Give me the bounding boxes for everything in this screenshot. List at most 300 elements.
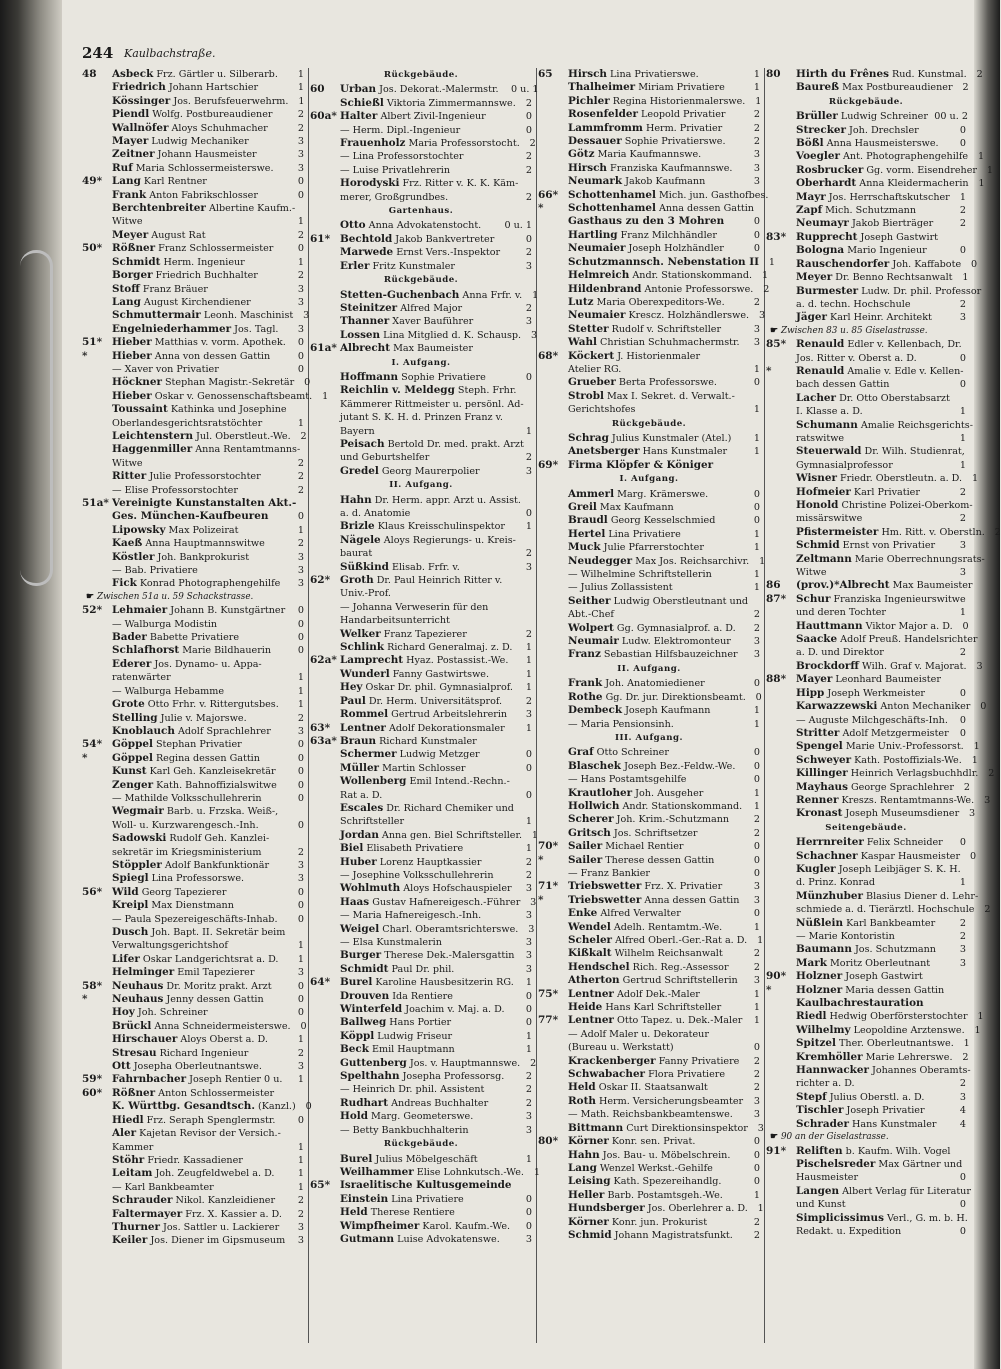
resident-occupation: Therese Dek.-Malersgattin	[381, 950, 515, 962]
resident-text	[112, 484, 288, 497]
resident-occupation: I. Klasse a. D.	[796, 406, 863, 418]
resident-text	[568, 215, 744, 228]
resident-text	[568, 403, 744, 416]
resident-text	[568, 528, 744, 541]
resident-name: Piendl	[112, 108, 150, 121]
resident-occupation: Maria dessen Gattin	[842, 984, 945, 996]
resident-occupation: Anton Mechaniker	[877, 701, 971, 713]
floor-number: 3	[753, 894, 760, 906]
resident-text	[340, 856, 516, 869]
resident-text	[796, 1091, 950, 1104]
resident-text	[796, 1051, 953, 1064]
resident-name: Strecker	[796, 123, 846, 136]
floor-number: 00 u. 2	[934, 111, 968, 123]
resident-entry	[310, 547, 532, 560]
resident-entry	[82, 175, 304, 188]
resident-entry	[82, 1019, 307, 1033]
resident-occupation: — Auguste Milchgeschäfts-Inh.	[796, 714, 948, 726]
resident-text	[112, 872, 288, 885]
resident-name: Bößl	[796, 137, 824, 150]
resident-name: Zeitner	[112, 148, 155, 161]
resident-entry	[82, 1033, 304, 1046]
resident-name: Mayer	[796, 673, 833, 686]
floor-number: 1	[959, 877, 966, 889]
floor-number: 0	[297, 779, 304, 791]
resident-text	[340, 722, 516, 735]
resident-text	[340, 587, 516, 600]
resident-entry	[766, 418, 973, 432]
resident-text	[340, 1166, 524, 1179]
resident-name: Triebswetter	[568, 893, 642, 906]
resident-name: Schießl	[340, 96, 384, 109]
resident-text	[568, 608, 744, 621]
floor-number: 0	[297, 189, 304, 201]
resident-occupation: — Xaver von Privatier	[112, 363, 219, 375]
resident-text	[796, 271, 953, 284]
floor-number: 0	[297, 886, 304, 898]
resident-occupation: Herm. Ingenieur	[160, 256, 245, 268]
floor-number: 3	[525, 561, 532, 573]
resident-name: Bechtold	[340, 232, 393, 245]
section-heading: II. Aufgang.	[617, 663, 681, 674]
resident-name: Brockdorff	[796, 659, 859, 672]
floor-number: 1	[525, 642, 532, 654]
resident-text	[340, 829, 522, 842]
resident-text	[112, 443, 300, 456]
floor-number: 1	[297, 256, 304, 268]
floor-number: 2	[300, 430, 307, 442]
floor-number: 1	[525, 1044, 532, 1056]
resident-text	[112, 671, 288, 684]
resident-text	[340, 329, 521, 342]
resident-occupation: Max Polizeirat	[165, 524, 239, 536]
resident-entry	[538, 554, 766, 568]
resident-occupation: Karol. Kaufm.-We.	[419, 1220, 511, 1232]
resident-occupation: Ernst Vers.-Inspektor	[393, 247, 501, 259]
resident-name: Göppel	[112, 738, 153, 751]
resident-entry	[766, 1050, 969, 1064]
resident-occupation: — Marie Kontoristin	[796, 931, 895, 942]
resident-name: Faltermayer	[112, 1207, 183, 1220]
resident-text	[568, 568, 744, 581]
resident-occupation: Univ.-Prof.	[340, 588, 391, 600]
resident-occupation: Joseph Gastwirt	[842, 971, 923, 983]
resident-text	[340, 411, 516, 424]
resident-entry	[310, 233, 532, 246]
resident-text	[340, 923, 518, 936]
resident-occupation: (Kanzl.)	[254, 1101, 296, 1113]
floor-number: 1	[959, 607, 966, 619]
resident-text	[112, 430, 291, 443]
resident-entry	[538, 528, 760, 541]
floor-number: 0	[297, 739, 304, 751]
resident-text	[112, 1208, 288, 1221]
resident-name: Frank	[568, 677, 603, 690]
resident-occupation: Marg. Krämerswe.	[614, 488, 709, 500]
resident-occupation: — Wilhelmine Schriftstellerin	[568, 569, 712, 581]
resident-name: Höckner	[112, 376, 162, 389]
resident-occupation: a. D. und Direktor	[796, 647, 884, 659]
resident-occupation: Gg. Dr. jur. Direktionsbeamt.	[602, 691, 746, 703]
resident-text	[796, 338, 962, 351]
floor-number: 1	[753, 1015, 760, 1027]
resident-entry	[766, 943, 966, 956]
house-number: 51*	[82, 336, 103, 349]
house-number: *	[82, 349, 88, 362]
resident-text	[340, 1110, 516, 1123]
floor-number: 1	[753, 569, 760, 581]
resident-entry	[766, 150, 985, 163]
resident-entry	[538, 581, 760, 594]
resident-text	[112, 966, 288, 979]
resident-name: Renauld	[796, 364, 845, 377]
resident-text	[568, 1229, 744, 1242]
resident-name: Pischelsreder	[796, 1157, 876, 1170]
resident-text	[568, 1135, 744, 1148]
house-number: 80*	[538, 1135, 559, 1148]
resident-text	[568, 1122, 748, 1135]
resident-text	[340, 398, 524, 411]
resident-occupation: Oskar Landgerichtsrat a. D.	[139, 953, 279, 965]
resident-occupation: Marie Bildhauerin	[179, 645, 272, 657]
resident-occupation: Joh. Bapt. II. Sekretär beim	[148, 927, 286, 938]
resident-occupation: Barb. u. Frzska. Weiß-,	[163, 806, 279, 818]
resident-entry	[538, 390, 760, 403]
resident-text	[112, 108, 288, 121]
resident-occupation: — Johanna Verweserin für den	[340, 601, 489, 613]
resident-name: Zenger	[112, 778, 154, 791]
resident-text	[568, 202, 754, 215]
column-4	[766, 68, 1001, 1348]
resident-text	[112, 685, 288, 698]
resident-text	[796, 727, 950, 740]
resident-name: Schlink	[340, 641, 385, 654]
floor-number: 0	[959, 714, 966, 726]
floor-number: 0	[525, 749, 532, 761]
floor-number: 2	[525, 164, 532, 176]
floor-number: 1	[753, 718, 760, 730]
house-number: *	[538, 853, 544, 866]
resident-name: Schrag	[568, 431, 609, 444]
floor-number: 1	[753, 582, 760, 594]
floor-number: 3	[528, 923, 535, 935]
floor-number: 3	[753, 323, 760, 335]
floor-number: 2	[959, 298, 966, 310]
floor-number: 1	[297, 417, 304, 429]
resident-name: Vereinigte Kunstanstalten Akt.-	[112, 497, 297, 509]
resident-entry	[538, 1055, 760, 1068]
resident-name: Strobl	[568, 389, 604, 402]
floor-number: 1	[974, 1024, 981, 1036]
floor-number: 0	[753, 678, 760, 690]
resident-name: Hannwacker	[796, 1064, 869, 1077]
resident-entry	[310, 1030, 532, 1043]
resident-text	[340, 451, 516, 464]
floor-number: 0	[753, 502, 760, 513]
floor-number: 3	[525, 910, 532, 922]
resident-occupation: — Elise Professorstochter	[112, 484, 238, 496]
resident-text	[568, 1162, 744, 1175]
floor-number: 3	[753, 649, 760, 661]
floor-number: 1	[297, 1034, 304, 1046]
resident-entry	[766, 231, 966, 244]
resident-entry	[538, 961, 760, 974]
resident-occupation: Jos. Dynamo- u. Appa-	[151, 658, 262, 670]
resident-name: Hold	[340, 1110, 368, 1123]
resident-entry	[766, 579, 973, 592]
floor-number: 0	[755, 691, 762, 703]
resident-name: Stoff	[112, 282, 140, 295]
resident-name: Kugler	[796, 862, 836, 875]
section-heading: Gartenhaus.	[388, 206, 454, 217]
resident-occupation: a. d. techn. Hochschule	[796, 298, 911, 310]
resident-entry	[82, 497, 304, 510]
floor-number: 1	[768, 256, 775, 268]
house-number: 61*	[310, 232, 331, 245]
resident-name: Sailer	[568, 853, 603, 866]
resident-text	[568, 459, 744, 472]
resident-entry	[538, 988, 760, 1001]
resident-name: Lammfromm	[568, 121, 643, 134]
resident-text	[340, 438, 524, 451]
resident-entry	[82, 859, 304, 872]
resident-occupation: Joh. Schreiner	[134, 1007, 208, 1019]
resident-occupation: Xaver Bauführer	[389, 316, 474, 328]
floor-number: 3	[297, 1235, 304, 1247]
resident-name: Greil	[568, 501, 597, 513]
resident-occupation: J. Historienmaler	[614, 350, 701, 362]
resident-text	[340, 1097, 516, 1110]
resident-entry	[82, 899, 304, 912]
floor-number: 3	[525, 316, 532, 328]
resident-text	[796, 1064, 971, 1077]
resident-entry	[82, 577, 304, 590]
resident-entry	[82, 242, 304, 255]
resident-occupation: Therese Rentiere	[367, 1207, 455, 1219]
floor-number: 0	[959, 352, 966, 364]
resident-entry	[766, 271, 969, 284]
resident-text	[568, 323, 744, 336]
resident-name: Schachner	[796, 849, 858, 862]
resident-text	[112, 752, 288, 765]
floor-number: 3	[297, 859, 304, 871]
directory-page	[82, 44, 1001, 1354]
house-number: 80	[766, 68, 781, 80]
resident-text	[796, 620, 953, 633]
resident-entry	[538, 1149, 760, 1162]
floor-number: 3	[758, 310, 766, 322]
resident-name: Keiler	[112, 1234, 148, 1247]
resident-entry	[766, 499, 973, 512]
resident-text	[796, 405, 950, 418]
resident-text	[340, 869, 516, 882]
resident-occupation: Matthias v. vorm. Apothek.	[151, 337, 286, 349]
resident-occupation: Franz Tapezierer	[380, 628, 467, 640]
resident-occupation: Joseph Rentier 0 u.	[186, 1074, 283, 1086]
floor-number: 1	[297, 1168, 304, 1180]
resident-text	[112, 390, 312, 403]
floor-number: 0	[525, 371, 532, 383]
resident-name: Schur	[796, 592, 831, 605]
resident-entry	[766, 68, 983, 81]
resident-occupation: Dr. Otto Oberstabsarzt	[836, 392, 950, 404]
resident-text	[568, 1095, 744, 1108]
floor-number: 0	[297, 176, 304, 188]
resident-name: Ritter	[112, 470, 147, 483]
resident-name: Rudhart	[340, 1096, 389, 1109]
floor-number: 2	[753, 122, 760, 134]
resident-entry	[82, 725, 304, 738]
resident-occupation: Franz Milchhändler	[617, 229, 717, 241]
resident-name: Schmid	[796, 539, 840, 552]
resident-name: Hirth du Frênes	[796, 68, 889, 80]
floor-number: 1	[986, 164, 993, 176]
resident-name: Haggenmiller	[112, 443, 193, 456]
resident-name: Ballweg	[340, 1016, 387, 1029]
resident-occupation: und deren Tochter	[796, 607, 886, 619]
resident-name: Lutz	[568, 295, 594, 308]
resident-text	[796, 876, 950, 889]
resident-occupation: missärswitwe	[796, 513, 863, 525]
resident-occupation: — Betty Bankbuchhalterin	[340, 1124, 469, 1136]
floor-number: 0	[753, 908, 760, 920]
resident-occupation: Kreszs. Rentamtmanns-We.	[838, 794, 975, 806]
resident-occupation: Otto Tapez. u. Dek.-Maler	[613, 1015, 743, 1027]
resident-occupation: Jos. Tagl.	[231, 323, 279, 335]
floor-number: 3	[753, 162, 760, 174]
resident-occupation: Nikol. Kanzleidiener	[172, 1195, 276, 1207]
resident-occupation: merer, Großgrundbes.	[340, 191, 449, 203]
resident-occupation: Richard Ingenieur	[156, 1047, 249, 1059]
resident-text	[340, 561, 516, 574]
section-heading: Seitengebäude.	[825, 822, 907, 833]
resident-occupation: sekretär im Kriegsministerium	[112, 846, 262, 858]
floor-number: 0	[753, 774, 760, 786]
resident-text	[112, 899, 288, 912]
resident-occupation: Gustav Hafnereigesch.-Führer	[369, 896, 521, 908]
resident-entry	[82, 846, 304, 859]
resident-text	[112, 644, 288, 657]
resident-name: Urban	[340, 83, 377, 96]
resident-name: Rößner	[112, 242, 156, 255]
resident-text	[112, 631, 288, 644]
resident-text	[568, 867, 744, 880]
floor-number: 1	[977, 1011, 984, 1023]
resident-name: Dessauer	[568, 135, 622, 148]
resident-entry	[766, 659, 983, 673]
resident-occupation: Anna Advokatenstocht.	[365, 220, 482, 232]
resident-name: Hipp	[796, 686, 825, 699]
resident-name: Wahl	[568, 336, 597, 349]
resident-text	[340, 1057, 520, 1070]
floor-number: 0	[304, 377, 311, 389]
resident-occupation: Maria Schlossermeisterswe.	[132, 162, 274, 174]
resident-text	[112, 738, 288, 751]
resident-name: Kißkalt	[568, 947, 612, 960]
resident-text	[112, 175, 288, 188]
resident-entry	[766, 863, 966, 876]
resident-name: Mayr	[796, 190, 826, 203]
resident-name: Frank	[112, 188, 147, 201]
resident-entry	[538, 677, 760, 690]
resident-entry	[538, 363, 760, 376]
resident-occupation: Karl Bankbeamter	[843, 917, 936, 929]
resident-entry	[310, 668, 532, 681]
resident-name: Langen	[796, 1184, 840, 1197]
house-number: *	[538, 202, 544, 215]
resident-occupation: Richard Kunstmaler	[376, 735, 477, 747]
resident-name: Rosbrucker	[796, 163, 864, 176]
resident-text	[340, 668, 516, 681]
resident-entry	[538, 947, 760, 960]
floor-number: 2	[959, 486, 966, 498]
floor-number: 2	[753, 1229, 760, 1241]
resident-text	[568, 1041, 744, 1054]
resident-entry	[538, 1041, 760, 1054]
resident-text	[796, 258, 961, 271]
resident-entry	[766, 984, 966, 997]
floor-number: 3	[297, 162, 304, 174]
resident-name: Otto	[340, 219, 366, 232]
resident-entry	[82, 1114, 304, 1127]
resident-occupation: Regina Historienmalerswe.	[609, 95, 746, 107]
resident-entry	[310, 97, 532, 110]
section-heading: I. Aufgang.	[619, 474, 679, 485]
floor-number: 1	[977, 151, 985, 163]
resident-entry	[82, 135, 304, 148]
floor-number: 2	[297, 846, 304, 858]
floor-number: 0	[297, 819, 304, 831]
resident-name: Erler	[340, 259, 370, 272]
resident-name: Thurner	[112, 1220, 160, 1233]
resident-occupation: — Maria Pensionsinh.	[568, 718, 674, 730]
resident-text	[112, 618, 288, 631]
floor-number: 3	[959, 312, 966, 324]
resident-name: Aler	[112, 1127, 137, 1140]
resident-occupation: Moritz Oberleutnant	[826, 957, 931, 969]
floor-number: 1	[959, 406, 966, 418]
floor-number: 1	[753, 82, 760, 94]
resident-name: Wollenberg	[340, 775, 407, 788]
resident-occupation: Andreas Buchhalter	[388, 1097, 489, 1109]
resident-name: Lehmaier	[112, 604, 168, 617]
resident-text	[112, 1167, 288, 1180]
floor-number: 3	[525, 709, 532, 721]
resident-occupation: Kath. Bahnoffizialswitwe	[153, 779, 277, 791]
floor-number: 3	[959, 957, 966, 969]
resident-text	[568, 148, 744, 161]
resident-entry	[766, 217, 966, 230]
resident-entry	[82, 202, 304, 215]
resident-entry	[82, 618, 304, 631]
resident-occupation: Max Baumeister	[390, 343, 473, 355]
resident-name: Hoy	[112, 1006, 135, 1019]
resident-occupation: Bayern	[340, 425, 375, 437]
resident-name: Baumann	[796, 943, 852, 956]
resident-occupation: August Kirchendiener	[140, 296, 251, 308]
floor-number: 1	[753, 988, 760, 1000]
resident-occupation: Oberlandesgerichtsratstöchter	[112, 417, 263, 429]
resident-text	[568, 827, 744, 840]
resident-text	[112, 604, 288, 617]
resident-text	[796, 606, 950, 619]
resident-text	[340, 949, 516, 962]
resident-entry	[310, 534, 532, 547]
resident-entry	[538, 773, 760, 786]
resident-occupation: Jos. Oberlehrer a. D.	[644, 1203, 748, 1215]
resident-entry	[82, 939, 304, 952]
floor-number: 3	[525, 883, 532, 895]
